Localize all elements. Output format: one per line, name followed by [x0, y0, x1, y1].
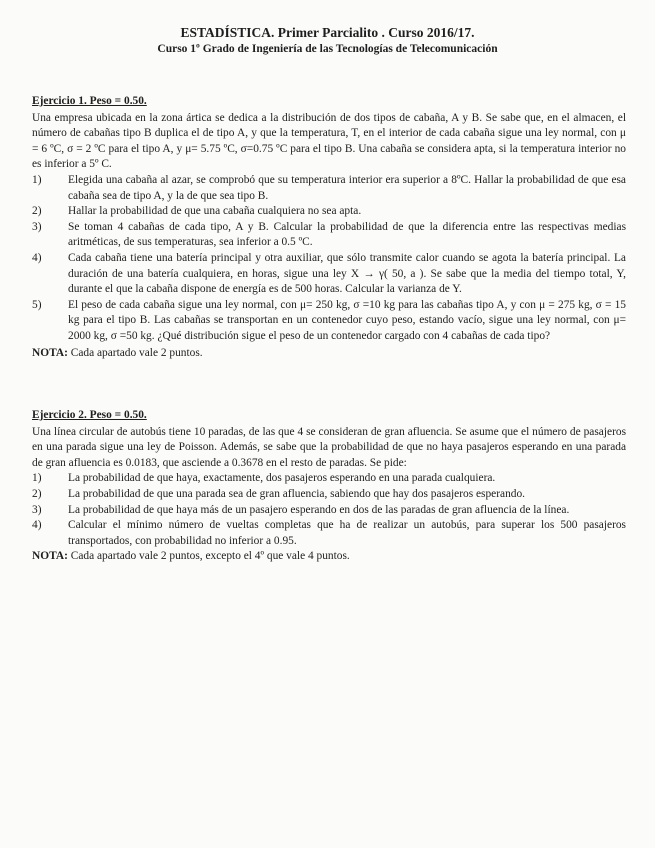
item-number: 4) [32, 519, 42, 532]
note-text: Cada apartado vale 2 puntos. [70, 346, 203, 359]
item-number: 4) [32, 251, 42, 264]
exercise-2-item-2 [32, 487, 626, 503]
exercise-1-item-1 [32, 173, 626, 204]
item-number: 1) [32, 173, 42, 186]
item-number: 3) [32, 220, 42, 233]
exercise-1-intro: Una empresa ubicada en la zona ártica se dedica a la distribución de dos tipos de cabaña, A y B. Se sabe que, en el almacen, el número de cabañas tipo B duplica el de tipo A, y que la temperatura, T, en el interior de cada cabaña sigue una ley normal, con μ = 6 ºC, σ = 2 ºC para el tipo A, y μ= 5.75 ºC, σ=0.75 ºC para el tipo B. Una cabaña se considera apta, si la temperatura interior no es inferior a 5º C. [32, 111, 626, 171]
item-text: Cada cabaña tiene una batería principal y otra auxiliar, que sólo transmite calor cuando se agota la batería principal. La duración de una batería cualquiera, en horas, sigue una ley X → γ( 50, a ). Se sabe que la media del tiempo total, Y, durante el que la cabaña dispone de energía es de 500 horas. Calcular la varianza de Y. [68, 251, 626, 296]
note-label: NOTA: [32, 550, 68, 563]
item-text: La probabilidad de que una parada sea de gran afluencia, sabiendo que hay dos pasajeros esperando. [68, 487, 526, 500]
exercise-1-item-3 [32, 220, 626, 251]
exercise-1-item-2 [32, 204, 626, 220]
exercise-1-note [32, 346, 626, 362]
exercise-2-title: Ejercicio 2. Peso = 0.50. [32, 409, 147, 421]
exam-subtitle: Curso 1º Grado de Ingeniería de las Tecnologías de Telecomunicación [157, 43, 498, 55]
item-text: Se toman 4 cabañas de cada tipo, A y B. Calcular la probabilidad de que la diferencia entre las respectivas medias aritméticas, de sus temperaturas, sea inferior a 0.5 ºC. [68, 220, 626, 249]
note-text: Cada apartado vale 2 puntos, excepto el 4º que vale 4 puntos. [70, 550, 350, 563]
exam-title: ESTADÍSTICA. Primer Parcialito . Curso 2016/17. [180, 25, 475, 40]
item-number: 1) [32, 472, 42, 485]
item-number: 3) [32, 503, 42, 516]
item-number: 5) [32, 298, 42, 311]
item-text: La probabilidad de que haya, exactamente, dos pasajeros esperando en una parada cualquiera. [68, 472, 496, 485]
exercise-1-item-4 [32, 251, 626, 298]
exercise-2-item-3 [32, 503, 626, 519]
item-number: 2) [32, 487, 42, 500]
exercise-2-item-4 [32, 518, 626, 549]
item-text: La probabilidad de que haya más de un pasajero esperando en dos de las paradas de gran afluencia de la línea. [68, 503, 570, 516]
note-label: NOTA: [32, 346, 68, 359]
exercise-1-title: Ejercicio 1. Peso = 0.50. [32, 95, 147, 107]
item-text: El peso de cada cabaña sigue una ley normal, con μ= 250 kg, σ =10 kg para las cabañas tipo A, y con μ = 275 kg, σ = 15 kg para el tipo B. Las cabañas se transportan en un contenedor cuyo peso, estando vacío, sigue una ley normal, con μ= 2000 kg, σ =50 kg. ¿Qué distribución sigue el peso de un contenedor cargado con 4 cabañas de cada tipo? [68, 298, 626, 342]
exercise-2-intro: Una línea circular de autobús tiene 10 paradas, de las que 4 se consideran de gran afluencia. Se asume que el número de pasajeros en una parada sigue una ley de Poisson. Además, se sabe que la probabilidad de que no haya pasajeros esperando en una parada de gran afluencia es 0.0183, que asciende a 0.3678 en el resto de paradas. Se pide: [32, 425, 626, 469]
item-text: Elegida una cabaña al azar, se comprobó que su temperatura interior era superior a 8ºC. Hallar la probabilidad de que esa cabaña sea de tipo A, y la de que sea tipo B. [68, 173, 626, 202]
item-text: Hallar la probabilidad de que una cabaña cualquiera no sea apta. [68, 205, 362, 218]
exercise-1-item-5 [32, 298, 626, 345]
item-text: Calcular el mínimo número de vueltas completas que ha de realizar un autobús, para superar los 500 pasajeros transportados, con probabilidad no inferior a 0.95. [68, 519, 626, 547]
item-number: 2) [32, 205, 42, 218]
exercise-2-note [32, 549, 626, 565]
exercise-1 [32, 94, 626, 361]
exercise-2 [32, 408, 626, 565]
exercise-2-item-1 [32, 471, 626, 487]
exam-header [0, 24, 655, 57]
